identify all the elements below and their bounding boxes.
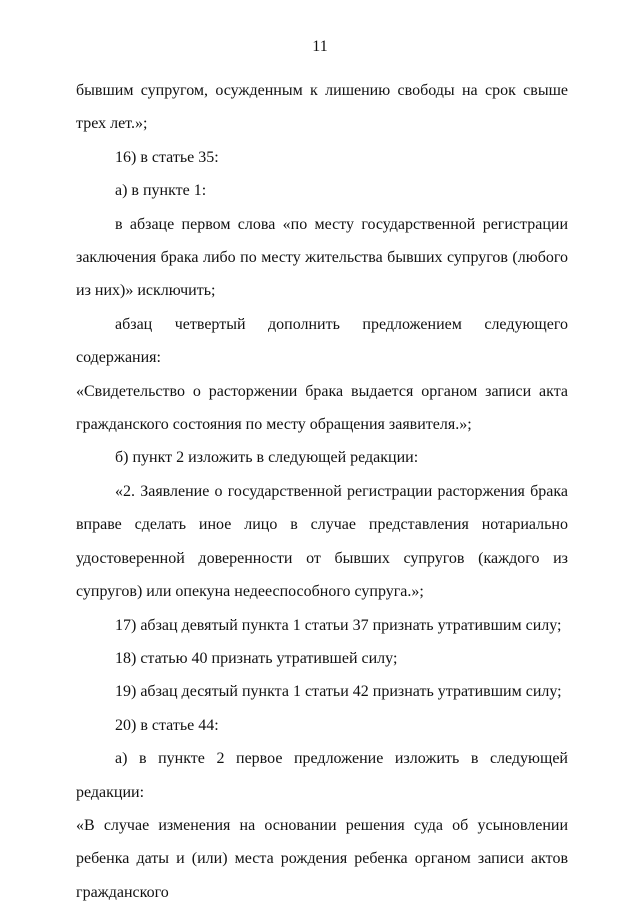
paragraph-subitem-a-item-2: а) в пункте 2 первое предложение изложить в следующей редакции: bbox=[76, 750, 568, 801]
paragraph-paragraph-four-change: абзац четвертый дополнить предложением следующего содержания: bbox=[76, 315, 568, 367]
paragraph-item-19: 19) абзац десятый пункта 1 статьи 42 признать утратившим силу; bbox=[115, 683, 562, 701]
paragraph-paragraph-one-change: в абзаце первом слова «по месту государственной регистрации заключения брака либо по месту жительства бывших супругов (любого из них)» исключить; bbox=[76, 215, 568, 300]
paragraph-quoted-adoption-change: «В случае изменения на основании решения суда об усыновлении ребенка даты и (или) места рождения ребенка органом записи актов гражданского bbox=[76, 816, 568, 901]
paragraph-item-17: 17) абзац девятый пункта 1 статьи 37 признать утратившим силу; bbox=[115, 616, 562, 634]
paragraph-item-20: 20) в статье 44: bbox=[115, 716, 219, 734]
paragraph-quoted-item-2: «2. Заявление о государственной регистрации расторжения брака вправе сделать иное лицо в случае представления нотариально удостоверенной доверенности от бывших супругов (каждого из супругов) или опекуна недееспособного супруга.»; bbox=[76, 482, 568, 601]
paragraph-quoted-certificate: «Свидетельство о расторжении брака выдается органом записи акта гражданского состояния по месту обращения заявителя.»; bbox=[76, 382, 568, 434]
page-number: 11 bbox=[312, 38, 328, 55]
paragraph-subitem-a: а) в пункте 1: bbox=[115, 182, 207, 200]
document-body bbox=[76, 74, 568, 909]
paragraph-continuation: бывшим супругом, осужденным к лишению свободы на срок свыше трех лет.»; bbox=[76, 82, 568, 133]
paragraph-item-16: 16) в статье 35: bbox=[115, 148, 219, 166]
paragraph-item-18: 18) статью 40 признать утратившей силу; bbox=[115, 649, 398, 667]
paragraph-subitem-b: б) пункт 2 изложить в следующей редакции: bbox=[115, 449, 419, 467]
